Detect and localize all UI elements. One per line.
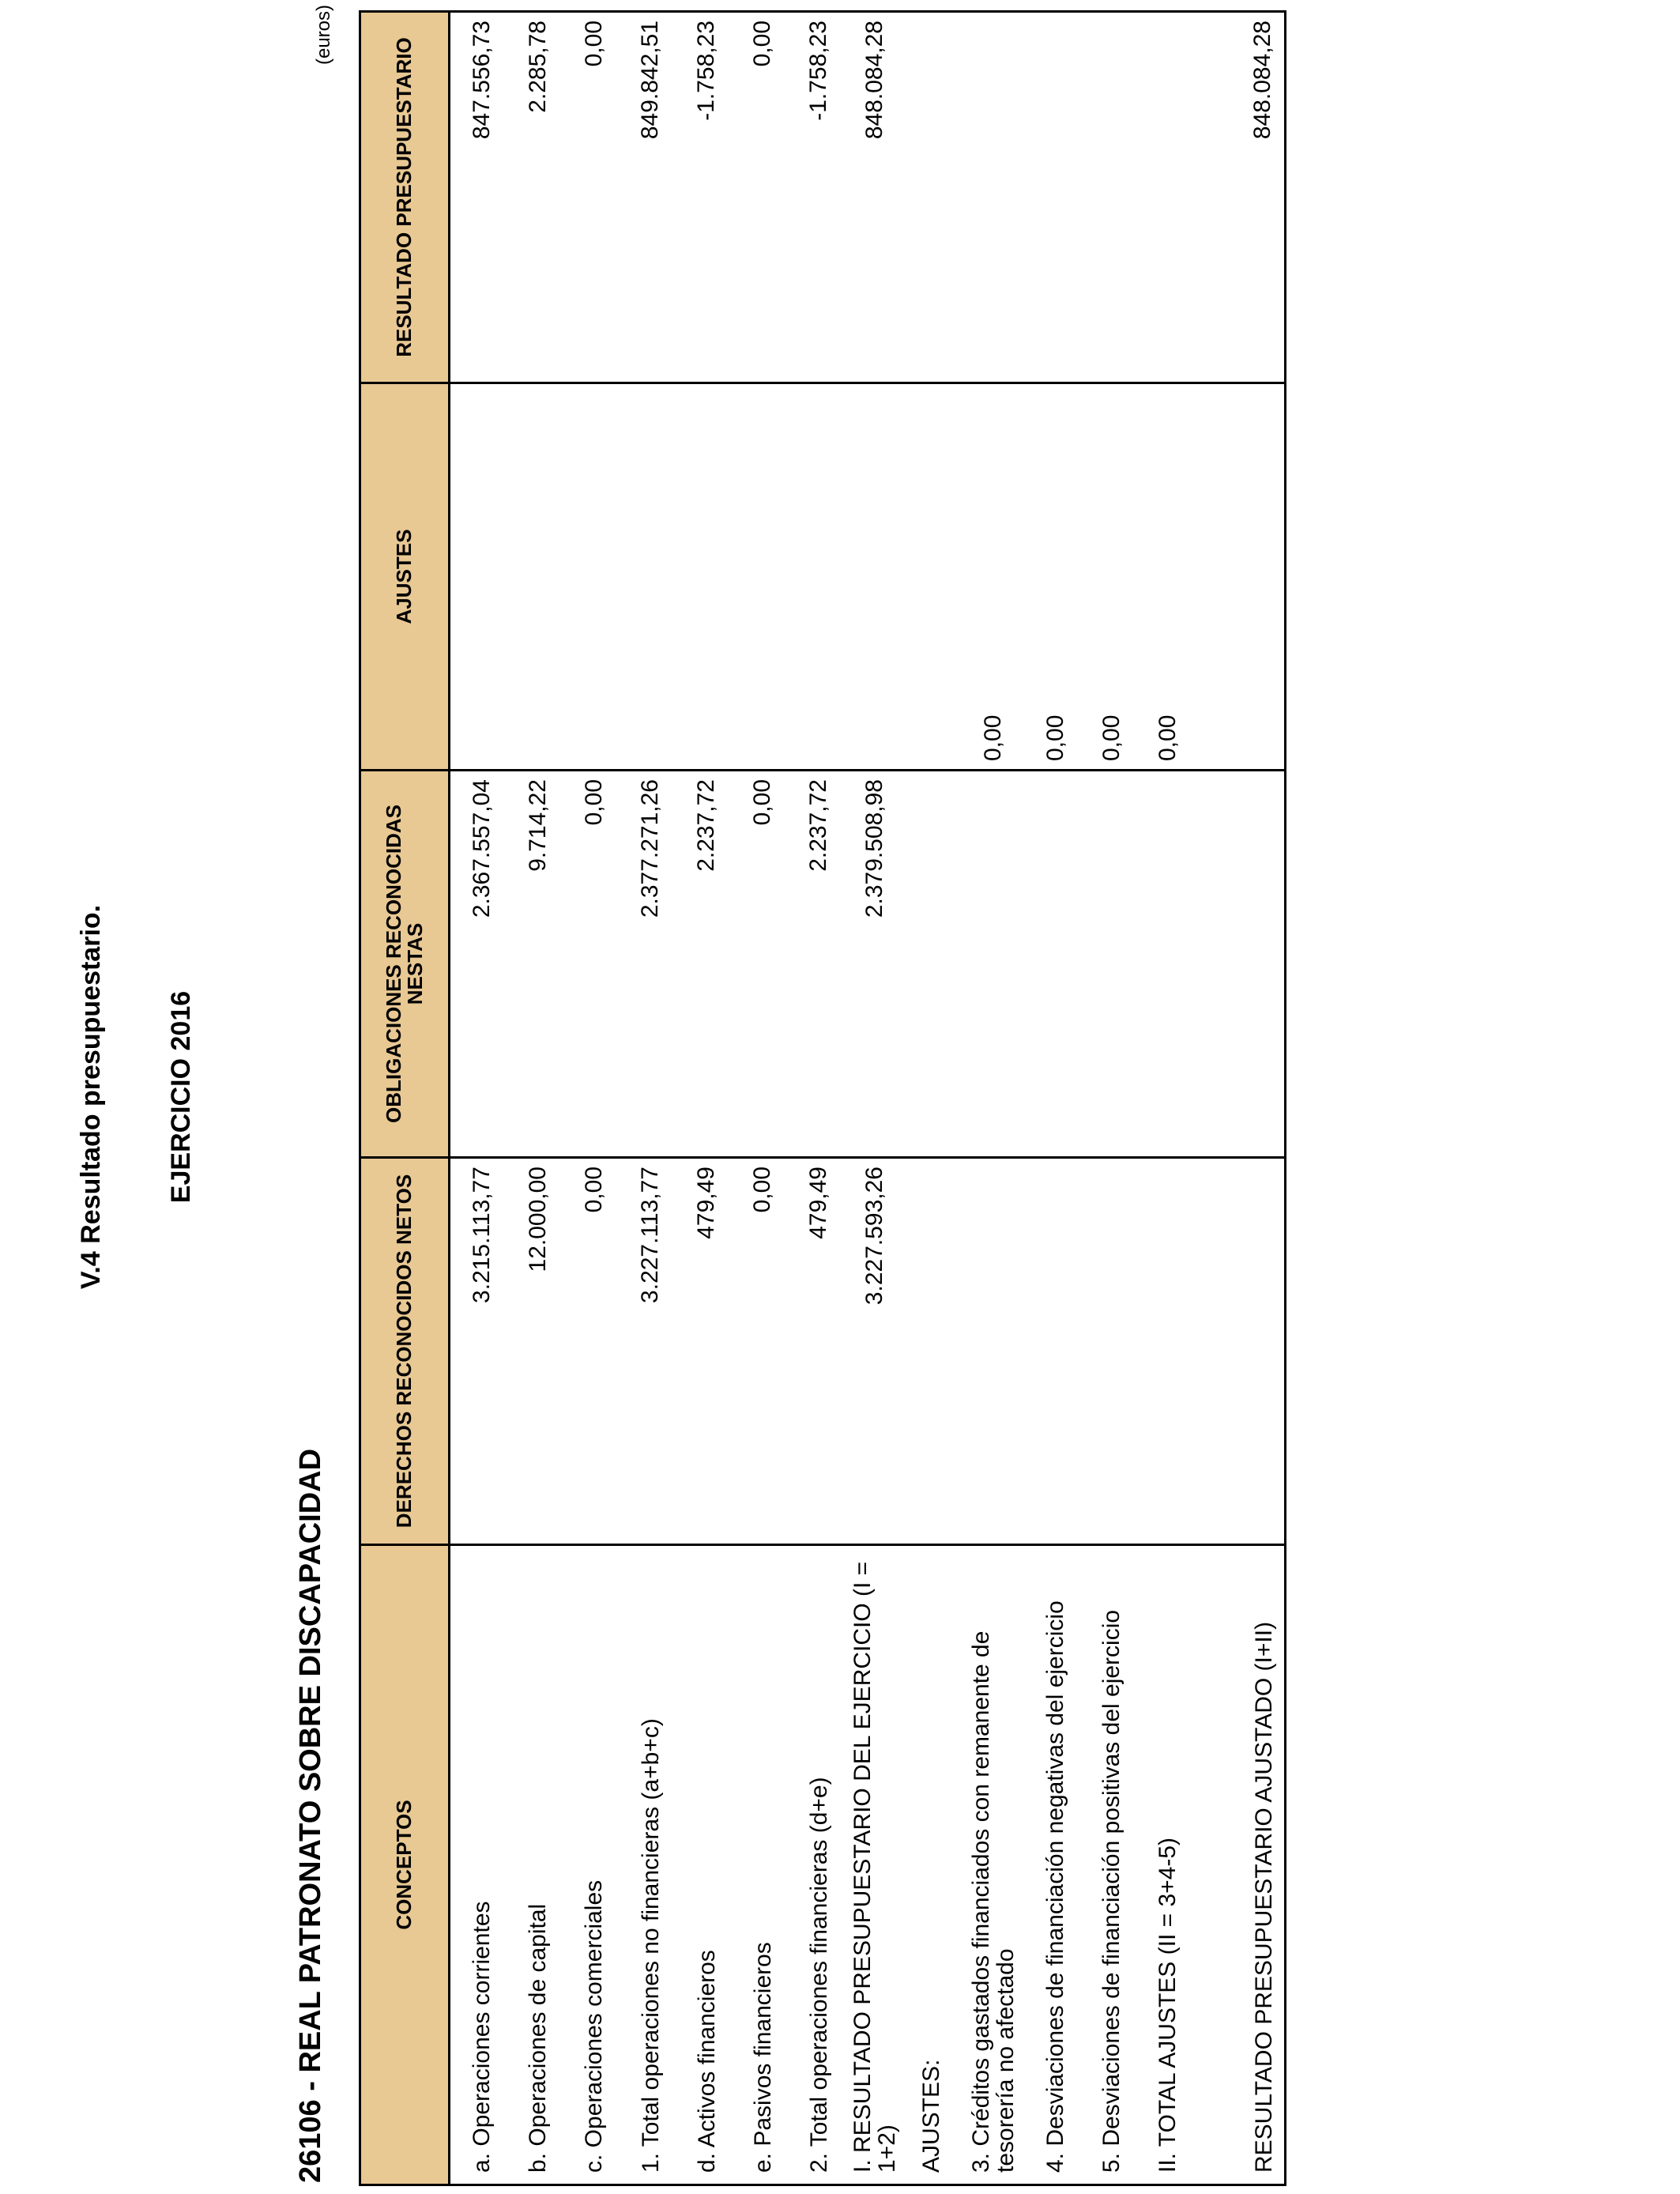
cell-ajustes [903, 383, 959, 771]
cell-derechos: 0,00 [735, 1158, 791, 1545]
cell-derechos: 479,49 [791, 1158, 847, 1545]
cell-derechos: 12.000,00 [510, 1158, 567, 1545]
cell-derechos: 3.227.113,77 [623, 1158, 679, 1545]
cell-concepto: RESULTADO PRESUPUESTARIO AJUSTADO (I+II) [1196, 1545, 1286, 2185]
cell-derechos [903, 1158, 959, 1545]
cell-derechos [959, 1158, 1028, 1545]
cell-resultado: 848.084,28 [1196, 12, 1286, 383]
header-ajustes: AJUSTES [360, 383, 450, 771]
cell-concepto: 2. Total operaciones financieras (d+e) [791, 1545, 847, 2185]
cell-concepto: 5. Desviaciones de financiación positivas del ejercicio [1084, 1545, 1140, 2185]
cell-resultado: 2.285,78 [510, 12, 567, 383]
cell-obligaciones: 2.377.271,26 [623, 771, 679, 1158]
cell-derechos: 0,00 [567, 1158, 623, 1545]
cell-obligaciones: 0,00 [735, 771, 791, 1158]
table-row [959, 12, 1028, 2185]
cell-concepto: 1. Total operaciones no financieras (a+b+c) [623, 1545, 679, 2185]
cell-obligaciones [959, 771, 1028, 1158]
cell-derechos [1084, 1158, 1140, 1545]
document-title: V.4 Resultado presupuestario. [76, 904, 106, 1290]
cell-ajustes [679, 383, 735, 771]
cell-resultado: -1.758,23 [679, 12, 735, 383]
cell-concepto: 3. Créditos gastados financiados con remanente de tesorería no afectado [959, 1545, 1028, 2185]
cell-resultado: -1.758,23 [791, 12, 847, 383]
cell-ajustes: 0,00 [1140, 383, 1196, 771]
cell-derechos [1028, 1158, 1084, 1545]
cell-ajustes [510, 383, 567, 771]
cell-ajustes [735, 383, 791, 771]
cell-resultado [1028, 12, 1084, 383]
table-row [1028, 12, 1084, 2185]
header-resultado: RESULTADO PRESUPUESTARIO [360, 12, 450, 383]
table-row [1084, 12, 1140, 2185]
budget-result-table [359, 10, 1286, 2186]
table-row [847, 12, 903, 2185]
cell-resultado [1084, 12, 1140, 383]
table-row [791, 12, 847, 2185]
cell-concepto: II. TOTAL AJUSTES (II = 3+4-5) [1140, 1545, 1196, 2185]
cell-resultado: 847.556,73 [450, 12, 510, 383]
fiscal-year-heading: EJERCICIO 2016 [166, 990, 196, 1204]
cell-concepto: 4. Desviaciones de financiación negativas del ejercicio [1028, 1545, 1084, 2185]
cell-derechos [1196, 1158, 1286, 1545]
cell-obligaciones: 2.367.557,04 [450, 771, 510, 1158]
currency-units: (euros) [313, 4, 334, 65]
header-conceptos: CONCEPTOS [360, 1545, 450, 2185]
cell-derechos: 3.227.593,26 [847, 1158, 903, 1545]
table-row [679, 12, 735, 2185]
cell-ajustes [567, 383, 623, 771]
cell-obligaciones [1084, 771, 1140, 1158]
cell-concepto: AJUSTES: [903, 1545, 959, 2185]
cell-obligaciones: 0,00 [567, 771, 623, 1158]
cell-ajustes [623, 383, 679, 771]
cell-obligaciones: 2.237,72 [791, 771, 847, 1158]
cell-resultado: 849.842,51 [623, 12, 679, 383]
entity-name: 26106 - REAL PATRONATO SOBRE DISCAPACIDAD [294, 1448, 327, 2183]
cell-obligaciones [1028, 771, 1084, 1158]
cell-ajustes: 0,00 [1084, 383, 1140, 771]
table-row [450, 12, 510, 2185]
cell-ajustes [450, 383, 510, 771]
cell-obligaciones [1140, 771, 1196, 1158]
cell-obligaciones [903, 771, 959, 1158]
table-row [567, 12, 623, 2185]
cell-resultado: 0,00 [567, 12, 623, 383]
table-row [735, 12, 791, 2185]
table-header-row [360, 12, 450, 2185]
cell-obligaciones [1196, 771, 1286, 1158]
cell-derechos [1140, 1158, 1196, 1545]
cell-resultado [903, 12, 959, 383]
cell-obligaciones: 9.714,22 [510, 771, 567, 1158]
cell-concepto: e. Pasivos financieros [735, 1545, 791, 2185]
table-row [1140, 12, 1196, 2185]
cell-derechos: 479,49 [679, 1158, 735, 1545]
cell-obligaciones: 2.379.508,98 [847, 771, 903, 1158]
header-obligaciones: OBLIGACIONES RECONOCIDAS NESTAS [360, 771, 450, 1158]
cell-resultado [1140, 12, 1196, 383]
cell-resultado [959, 12, 1028, 383]
cell-ajustes: 0,00 [959, 383, 1028, 771]
table-row [1196, 12, 1286, 2185]
cell-concepto: c. Operaciones comerciales [567, 1545, 623, 2185]
cell-concepto: d. Activos financieros [679, 1545, 735, 2185]
cell-ajustes [1196, 383, 1286, 771]
cell-ajustes [847, 383, 903, 771]
cell-ajustes: 0,00 [1028, 383, 1084, 771]
cell-resultado: 0,00 [735, 12, 791, 383]
table-row [623, 12, 679, 2185]
table-row [903, 12, 959, 2185]
table-row [510, 12, 567, 2185]
cell-ajustes [791, 383, 847, 771]
cell-concepto: b. Operaciones de capital [510, 1545, 567, 2185]
header-derechos: DERECHOS RECONOCIDOS NETOS [360, 1158, 450, 1545]
cell-concepto: I. RESULTADO PRESUPUESTARIO DEL EJERCICIO (I = 1+2) [847, 1545, 903, 2185]
cell-derechos: 3.215.113,77 [450, 1158, 510, 1545]
cell-obligaciones: 2.237,72 [679, 771, 735, 1158]
cell-resultado: 848.084,28 [847, 12, 903, 383]
cell-concepto: a. Operaciones corrientes [450, 1545, 510, 2185]
